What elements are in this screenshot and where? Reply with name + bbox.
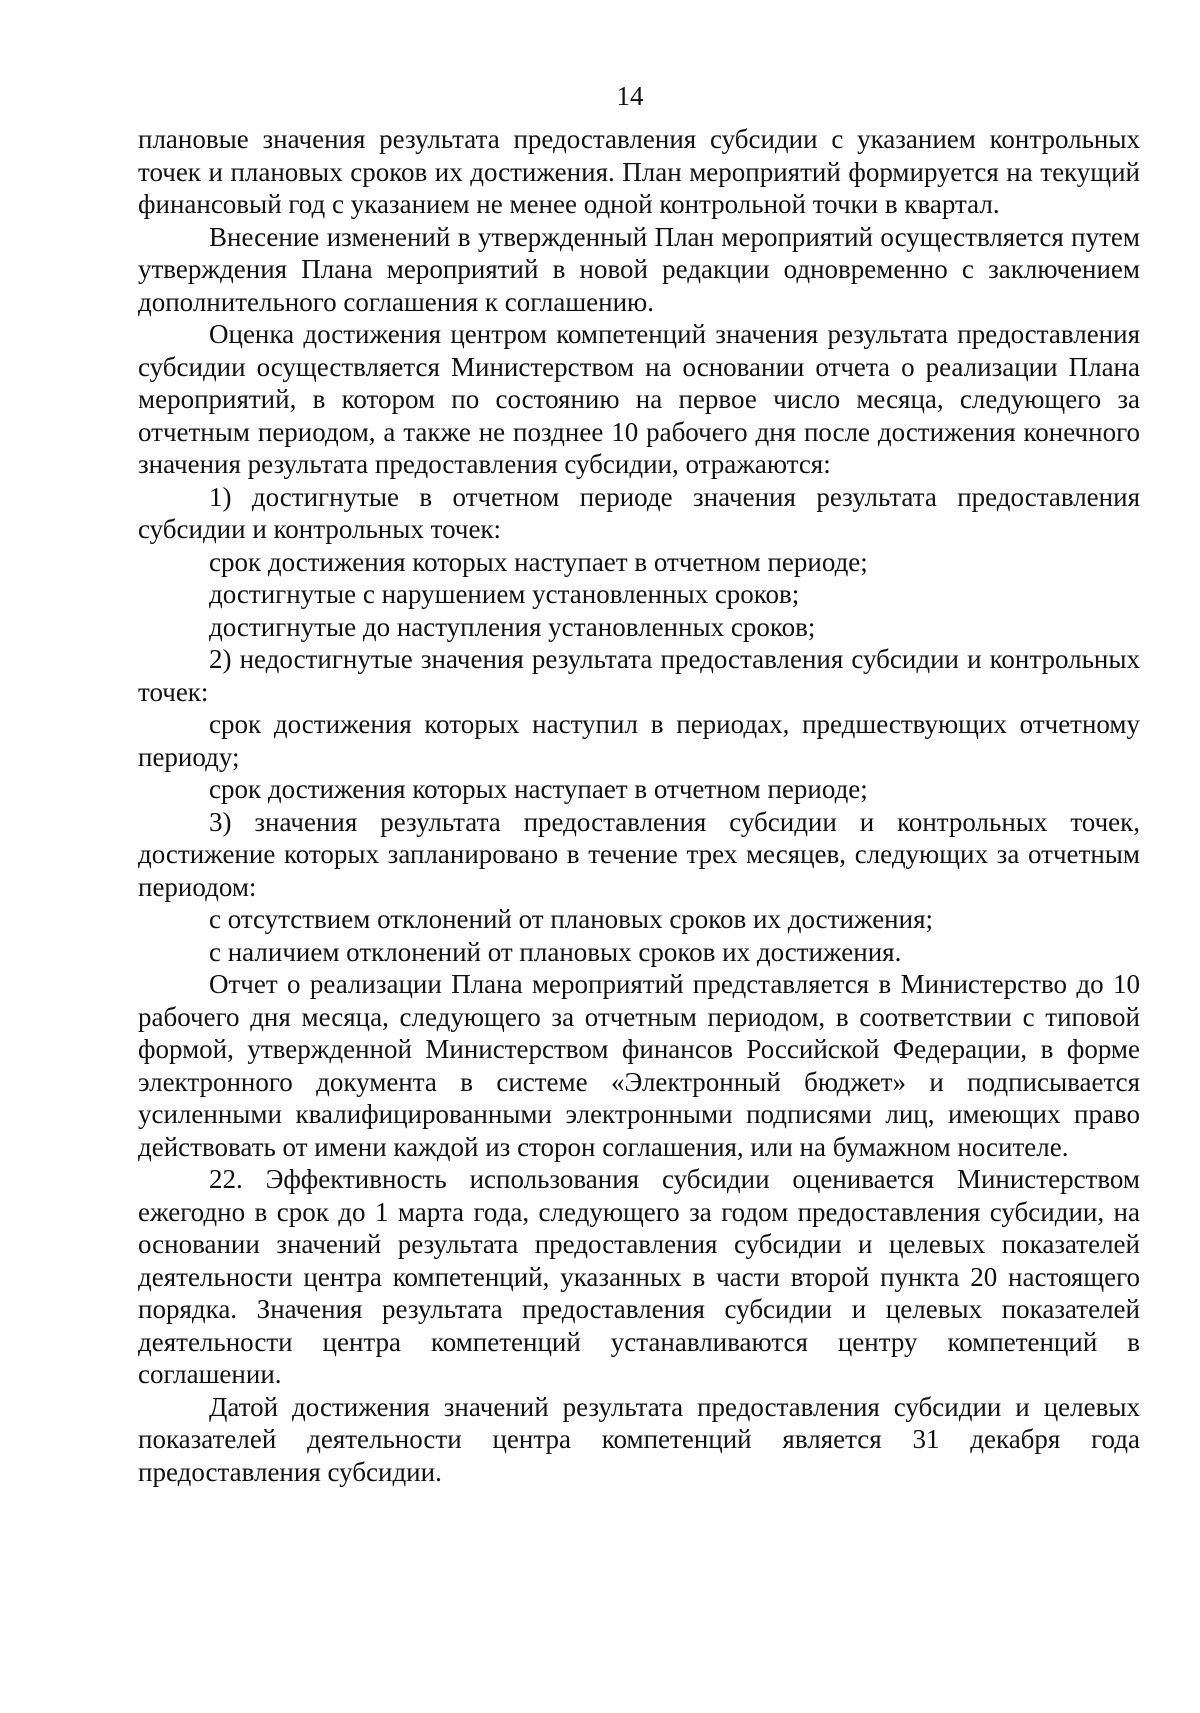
list-item-3: 3) значения результата предоставления субсидии и контрольных точек, достижение которых запланировано в течение трех месяцев, следующих за отчетным периодом: — [138, 806, 1140, 902]
paragraph-assessment: Оценка достижения центром компетенций значения результата предоставления субсидии осуществляется Министерством на основании отчета о реализации Плана мероприятий, в котором по состоянию на первое число месяца, следующего за отчетным периодом, а также не позднее 10 рабочего дня после достижения конечного значения результата предоставления субсидии, отражаются: — [138, 319, 1140, 479]
sub-item: срок достижения которых наступает в отчетном периоде; — [209, 774, 868, 804]
paragraph-report-submission: Отчет о реализации Плана мероприятий представляется в Министерство до 10 рабочего дня месяца, следующего за отчетным периодом, в соответствии с типовой формой, утвержденной Министерством финансов Российской Федерации, в форме электронного документа в системе «Электронный бюджет» и подписывается усиленными квалифицированными электронными подписями лиц, имеющих право действовать от имени каждой из сторон соглашения, или на бумажном носителе. — [138, 969, 1140, 1162]
sub-item: с наличием отклонений от плановых сроков их достижения. — [209, 936, 902, 967]
sub-item: достигнутые до наступления установленных сроков; — [209, 611, 816, 642]
sub-item: срок достижения которых наступает в отчетном периоде; — [209, 546, 868, 577]
page-number: 14 — [616, 81, 644, 111]
sub-item: срок достижения которых наступил в периодах, предшествующих отчетному периоду; — [138, 709, 1140, 772]
sub-item: достигнутые с нарушением установленных сроков; — [209, 579, 800, 609]
paragraph-continuation: плановые значения результата предоставления субсидии с указанием контрольных точек и плановых сроков их достижения. План мероприятий формируется на текущий финансовый год с указанием не менее одной контрольной точки в квартал. — [138, 124, 1140, 219]
paragraph-achievement-date: Датой достижения значений результата предоставления субсидии и целевых показателей деятельности центра компетенций является 31 декабря года предоставления субсидии. — [138, 1391, 1140, 1487]
list-item-1: 1) достигнутые в отчетном периоде значения результата предоставления субсидии и контрольных точек: — [138, 481, 1140, 544]
page-body — [138, 123, 1140, 1488]
sub-item: с отсутствием отклонений от плановых сроков их достижения; — [209, 904, 933, 934]
paragraph-plan-changes: Внесение изменений в утвержденный План мероприятий осуществляется путем утверждения Плана мероприятий в новой редакции одновременно с заключением дополнительного соглашения к соглашению. — [138, 221, 1140, 317]
list-item-2: 2) недостигнутые значения результата предоставления субсидии и контрольных точек: — [138, 644, 1140, 707]
paragraph-item-22: 22. Эффективность использования субсидии оценивается Министерством ежегодно в срок до 1 марта года, следующего за годом предоставления субсидии, на основании значений результата предоставления субсидии и целевых показателей деятельности центра компетенций, указанных в части второй пункта 20 настоящего порядка. Значения результата предоставления субсидии и целевых показателей деятельности центра компетенций устанавливаются центру компетенций в соглашении. — [138, 1164, 1140, 1389]
